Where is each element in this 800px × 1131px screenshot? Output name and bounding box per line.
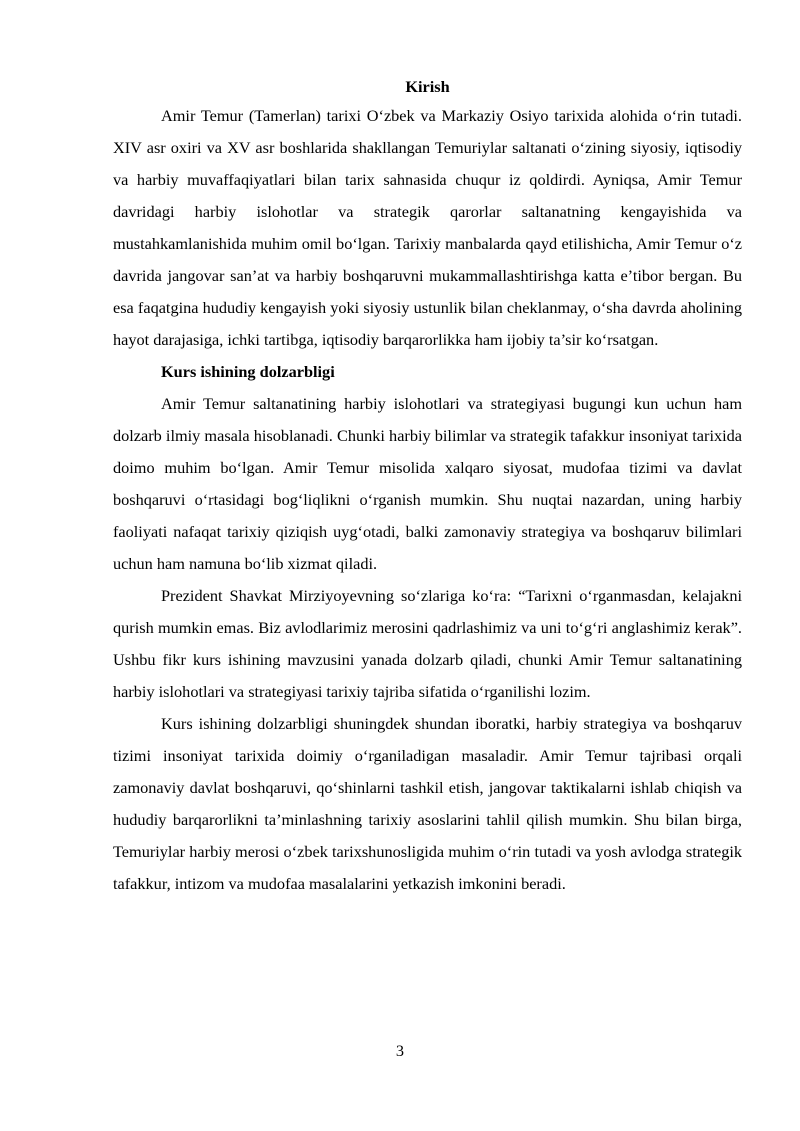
intro-paragraph: Amir Temur (Tamerlan) tarixi O‘zbek va Markaziy Osiyo tarixida alohida o‘rin tutadi. XIV asr oxiri va XV asr boshlarida shakllangan Temuriylar saltanati o‘zining siyosiy, iqtisodiy va harbiy muvaffaqiyatlari bilan tarix sahnasida chuqur iz qoldirdi. Ayniqsa, Amir Temur davridagi harbiy islohotlar va strategik qarorlar saltanatning kengayishida va mustahkamlanishida muhim omil bo‘lgan. Tarixiy manbalarda qayd etilishicha, Amir Temur o‘z davrida jangovar san’at va harbiy boshqaruvni mukammallashtirishga katta e’tibor bergan. Bu esa faqatgina hududiy kengayish yoki siyosiy ustunlik bilan cheklanmay, o‘sha davrda aholining hayot darajasiga, ichki tartibga, iqtisodiy barqarorlikka ham ijobiy ta’sir ko‘rsatgan. xyxy=(113,106,742,349)
relevance-paragraph-3: Kurs ishining dolzarbligi shuningdek shundan iboratki, harbiy strategiya va boshqaruv tizimi insoniyat tarixida doimiy o‘rganiladigan masaladir. Amir Temur tajribasi orqali zamonaviy davlat boshqaruvi, qo‘shinlarni tashkil etish, jangovar taktikalarni ishlab chiqish va hududiy barqarorlikni ta’minlashning tarixiy asoslarini tahlil qilish mumkin. Shu bilan birga, Temuriylar harbiy merosi o‘zbek tarixshunosligida muhim o‘rin tutadi va yosh avlodga strategik tafakkur, intizom va mudofaa masalalarini yetkazish imkonini beradi. xyxy=(113,714,742,893)
section-heading: Kirish xyxy=(405,77,450,96)
relevance-paragraph-1: Amir Temur saltanatining harbiy islohotlari va strategiyasi bugungi kun uchun ham dolzarb ilmiy masala hisoblanadi. Chunki harbiy bilimlar va strategik tafakkur insoniyat tarixida doimo muhim bo‘lgan. Amir Temur misolida xalqaro siyosat, mudofaa tizimi va davlat boshqaruvi o‘rtasidagi bog‘liqlikni o‘rganish mumkin. Shu nuqtai nazardan, uning harbiy faoliyati nafaqat tarixiy qiziqish uyg‘otadi, balki zamonaviy strategiya va boshqaruv bilimlari uchun ham namuna bo‘lib xizmat qiladi. xyxy=(113,394,742,573)
relevance-paragraph-2: Prezident Shavkat Mirziyoyevning so‘zlariga ko‘ra: “Tarixni o‘rganmasdan, kelajakni qurish mumkin emas. Biz avlodlarimiz merosini qadrlashimiz va uni to‘g‘ri anglashimiz kerak”. Ushbu fikr kurs ishining mavzusini yanada dolzarb qiladi, chunki Amir Temur saltanatining harbiy islohotlari va strategiyasi tarixiy tajriba sifatida o‘rganilishi lozim. xyxy=(113,586,742,701)
page-content xyxy=(113,76,742,900)
page-number: 3 xyxy=(395,1041,405,1060)
subsection-heading: Kurs ishining dolzarbligi xyxy=(161,362,335,381)
